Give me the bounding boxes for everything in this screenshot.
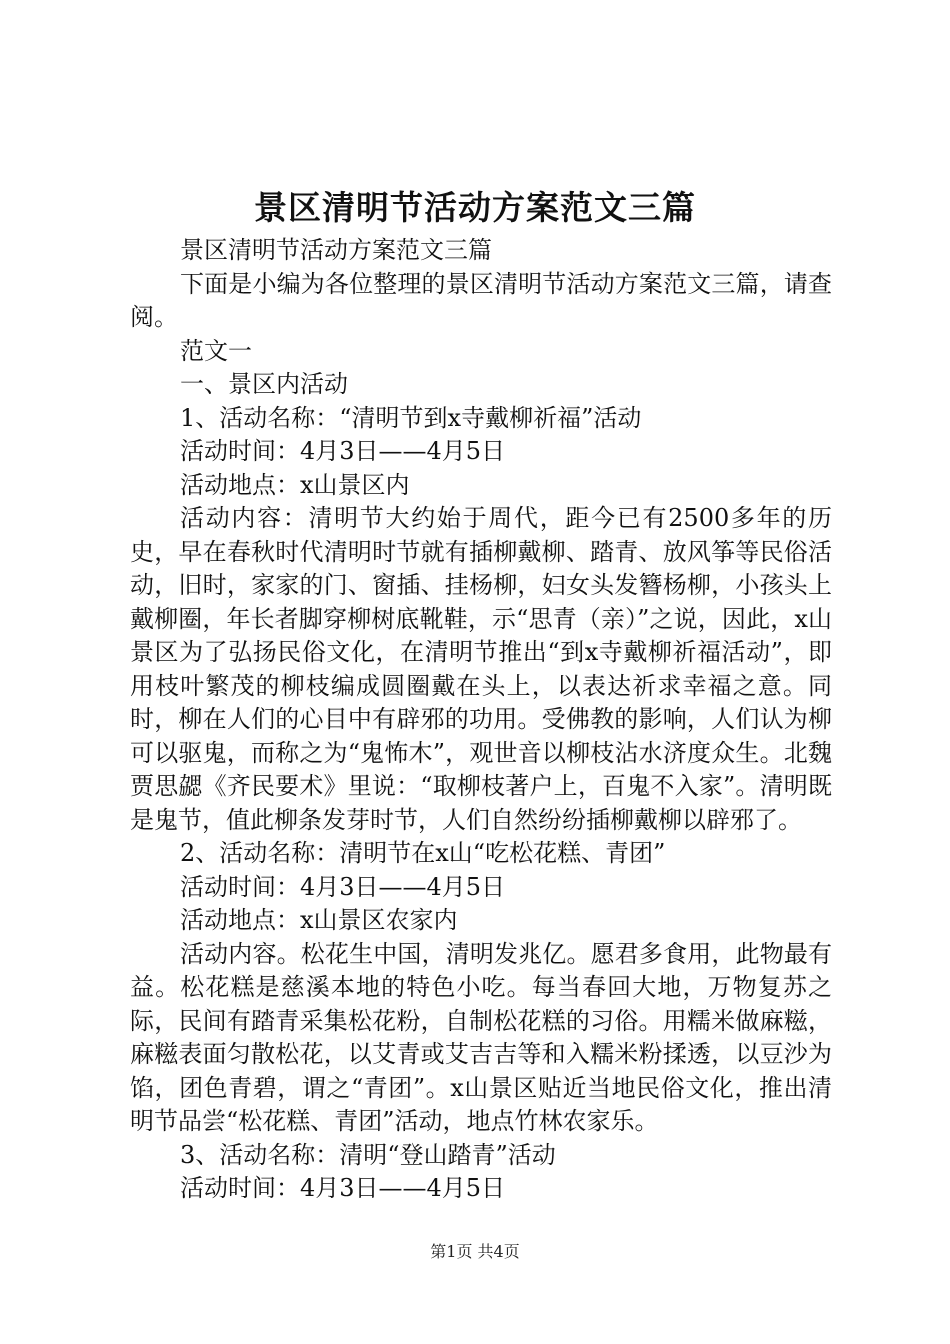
paragraph: 下面是小编为各位整理的景区清明节活动方案范文三篇，请查阅。 bbox=[130, 269, 832, 331]
paragraph: 活动内容。松花生中国，清明发兆亿。愿君多食用，此物最有益。松花糕是慈溪本地的特色小吃。每当春回大地，万物复苏之际，民间有踏青采集松花粉，自制松花糕的习俗。用糯米做麻糍，麻糍表面匀散松花，以艾青或艾吉吉等和入糯米粉揉透，以豆沙为馅，团色青碧，谓之“青团”。x山景区贴近当地民俗文化，推出清明节品尝“松花糕、青团”活动，地点竹林农家乐。 bbox=[130, 939, 832, 1135]
paragraph: 活动时间：4月3日——4月5日 bbox=[180, 872, 506, 901]
document-title: 景区清明节活动方案范文三篇 bbox=[254, 188, 696, 227]
paragraph: 1、活动名称：“清明节到x寺戴柳祈福”活动 bbox=[180, 403, 642, 432]
paragraph: 景区清明节活动方案范文三篇 bbox=[180, 236, 492, 264]
paragraph: 活动内容：清明节大约始于周代，距今已有2500多年的历史，早在春秋时代清明时节就有插柳戴柳、踏青、放风筝等民俗活动，旧时，家家的门、窗插、挂杨柳，妇女头发簪杨柳，小孩头上戴柳圈，年长者脚穿柳树底靴鞋，示“思青（亲）”之说，因此，x山景区为了弘扬民俗文化，在清明节推出“到x寺戴柳祈福活动”，即用枝叶繁茂的柳枝编成圆圈戴在头上，以表达祈求幸福之意。同时，柳在人们的心目中有辟邪的功用。受佛教的影响，人们认为柳可以驱鬼，而称之为“鬼怖木”，观世音以柳枝沾水济度众生。北魏贾思勰《齐民要术》里说：“取柳枝著户上，百鬼不入家”。清明既是鬼节，值此柳条发芽时节，人们自然纷纷插柳戴柳以辟邪了。 bbox=[130, 504, 832, 834]
paragraph: 活动时间：4月3日——4月5日 bbox=[180, 437, 506, 465]
section-heading: 一、景区内活动 bbox=[180, 370, 348, 398]
paragraph: 范文一 bbox=[180, 336, 252, 365]
paragraph: 活动时间：4月3日——4月5日 bbox=[180, 1174, 506, 1202]
page-footer: 第1页 共4页 bbox=[430, 1242, 520, 1261]
paragraph: 3、活动名称：清明“登山踏青”活动 bbox=[180, 1140, 556, 1169]
paragraph: 活动地点：x山景区农家内 bbox=[180, 906, 458, 934]
paragraph: 2、活动名称：清明节在x山“吃松花糕、青团” bbox=[180, 839, 666, 867]
paragraph: 活动地点：x山景区内 bbox=[180, 470, 410, 499]
document-body bbox=[130, 234, 832, 1206]
